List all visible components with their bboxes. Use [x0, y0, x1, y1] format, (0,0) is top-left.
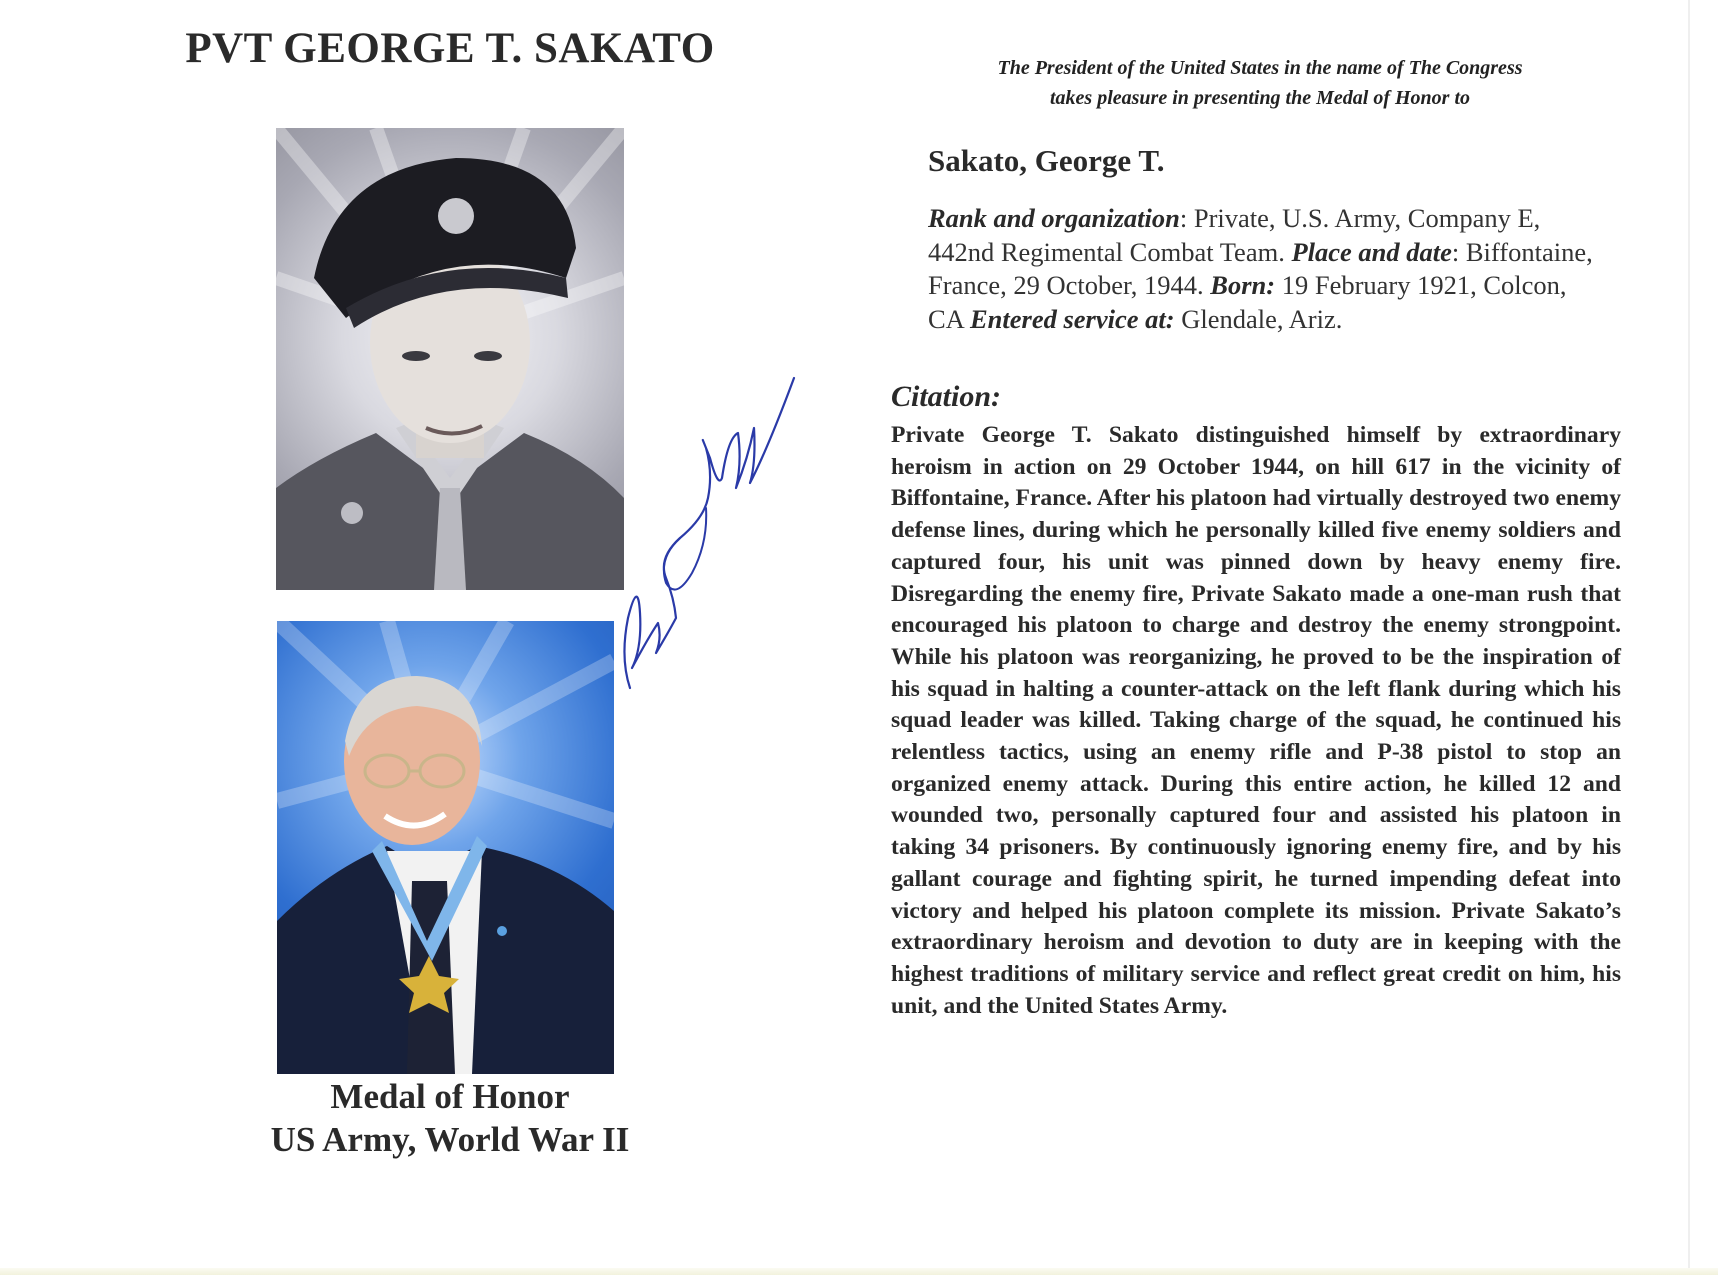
preamble-line-2: takes pleasure in presenting the Medal of Honor to [1049, 87, 1471, 109]
recipient-name: Sakato, George T. [928, 143, 1165, 178]
soldier-portrait-illustration [276, 128, 624, 590]
caption-service: US Army, World War II [270, 1120, 630, 1159]
scan-edge-bottom [0, 1268, 1718, 1275]
citation-text: Private George T. Sakato distinguished himself by extraordinary heroism in action on 29 October 1944, on hill 617 in the vicinity of Biffontaine, France. After his platoon had virtually destroyed two enemy defense lines, during which he personally killed five enemy soldiers and captured four, his unit was pinned down by heavy enemy fire. Disregarding the enemy fire, Private Sakato made a one-man rush that encouraged his platoon to charge and destroy the enemy strongpoint. While his platoon was reorganizing, he proved to be the inspiration of his squad in halting a counter-attack on the left flank during which his squad leader was killed. Taking charge of the squad, he continued his relentless tactics, using an enemy rifle and P-38 pistol to stop an organized enemy attack. During this entire action, he killed 12 and wounded two, personally captured four and assisted his platoon in taking 34 prisoners. By continuously ignoring enemy fire, and by his gallant courage and fighting spirit, he turned impending defeat into victory and helped his platoon complete its mission. Private Sakato’s extraordinary heroism and devotion to duty are in keeping with the highest traditions of military service and reflect great credit on him, his unit, and the United States Army. [891, 422, 1621, 1019]
born-label: Born: [1210, 270, 1276, 300]
citation-heading: Citation: [891, 380, 1002, 413]
entered-service-label: Entered service at: [969, 303, 1175, 334]
recipient-details [928, 202, 1608, 336]
caption-medal: Medal of Honor [330, 1077, 570, 1116]
place-label: Place and date [1291, 236, 1452, 267]
portrait-veteran-photo [277, 621, 614, 1074]
place-value: : Biffontaine, France, 29 October, 1944. [928, 236, 1593, 300]
veteran-portrait-illustration [277, 621, 614, 1074]
rank-label: Rank and organization [928, 203, 1180, 233]
rank-value: : Private, U.S. Army, Company E, 442nd Regimental Combat Team. [928, 203, 1541, 267]
page-title: PVT GEORGE T. SAKATO [185, 25, 715, 72]
autograph-signature [618, 368, 798, 698]
scan-edge-right [1688, 0, 1690, 1275]
entered-service-value: Glendale, Ariz. [1174, 303, 1343, 334]
portrait-young-soldier-photo [276, 128, 624, 590]
preamble-line-1: The President of the United States in the name of The Congress [997, 57, 1523, 79]
citation-preamble [900, 53, 1620, 113]
born-value: 19 February 1921, Colcon, CA [928, 270, 1567, 334]
